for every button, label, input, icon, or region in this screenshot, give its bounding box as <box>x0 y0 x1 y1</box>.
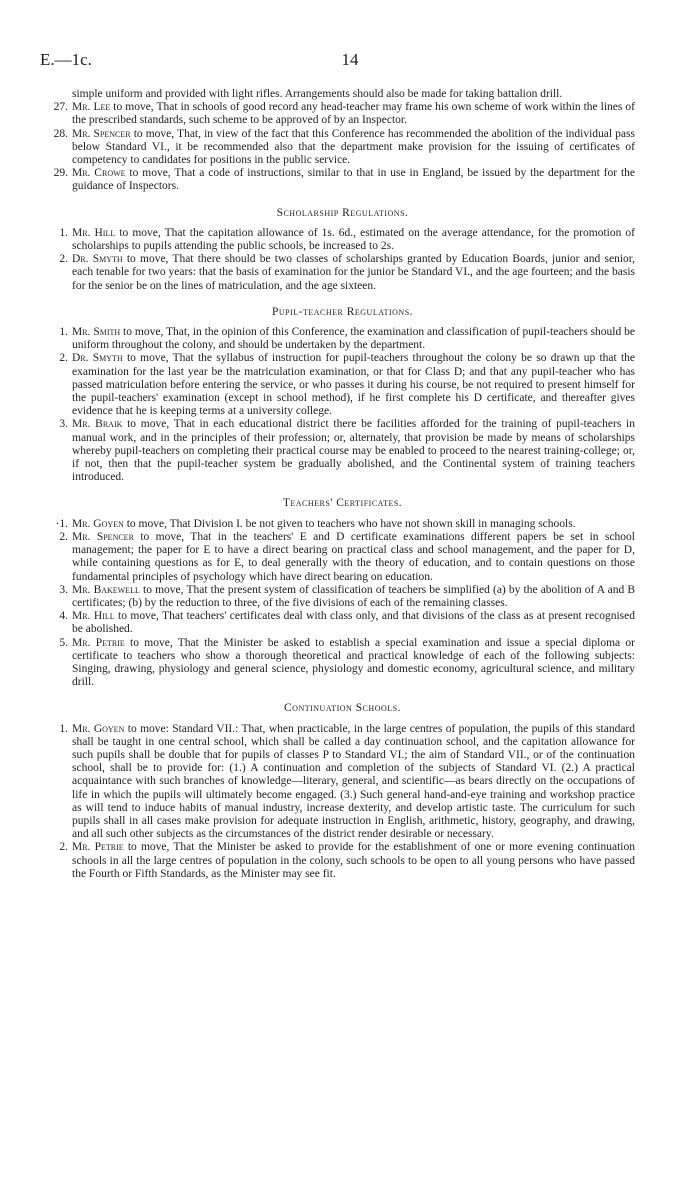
page-body <box>50 88 635 881</box>
motion-text: to move, That the capitation allowance of 1s. 6d., estimated on the average attendance, for the promotion of scholarships to pupils attending the public schools, be increased to 2s. <box>72 226 635 253</box>
section <box>50 702 635 881</box>
mover-name: Mr. Crowe <box>72 167 126 180</box>
item-number: 2. <box>59 352 68 365</box>
motion-item <box>50 531 635 584</box>
section <box>50 306 635 485</box>
motion-item <box>50 723 635 842</box>
motion-item <box>50 253 635 293</box>
section-heading: Continuation Schools. <box>284 702 401 715</box>
item-number: 5. <box>59 636 68 649</box>
motion-item <box>50 167 635 193</box>
motion-text: to move, That the Minister be asked to provide for the establishment of one or more evening continuation schools in all the large centres of population in the colony, such schools to be open to all young persons who have passed the Fourth or Fifth Standards, as the Minister may see fit. <box>72 841 635 880</box>
motion-text: to move, That in the teachers' E and D certificate examinations different papers be set in school management; the paper for E to have a direct bearing on practical class and school management, and the paper for D, while containing questions as for E, to deal generally with the theory of education, and to contain questions on those fundamental principles of psychology which have direct bearing on education. <box>72 530 635 583</box>
mover-name: Mr. Spencer <box>72 530 134 543</box>
motion-text: to move, That a code of instructions, similar to that in use in England, be issued by the department for the guidance of Inspectors. <box>72 167 635 193</box>
continued-paragraph: simple uniform and provided with light rifles. Arrangements should also be made for taking battalion drill. <box>72 88 563 100</box>
motion-text: to move, That, in view of the fact that this Conference has recommended the abolition of the individual pass below Standard VI., it be recommended also that the department make provision for the issuing of certificates of competency to candidates for positions in the public service. <box>72 127 635 167</box>
mover-name: Mr. Bakewell <box>72 583 140 596</box>
mover-name: Mr. Hill <box>72 610 115 623</box>
motion-item <box>50 418 635 484</box>
motion-item <box>50 352 635 418</box>
motion-item <box>50 326 635 352</box>
motion-text: to move, That in each educational district there be facilities afforded for the training of pupil-teachers in manual work, and in the principles of their profession; or, alternately, that provision be made by means of scholarships whereby pupil-teachers on completing their practical course may be enabled to proceed to the nearest training-college; or, if not, then that the pupil-teacher system be gradually abolished, and the Continental system of training teachers introduced. <box>72 418 635 484</box>
motion-text: to move, That the present system of classification of teachers be simplified (a) by the abolition of A and B certificates; (b) by the reduction to three, of the five divisions of each of the remaining classes. <box>72 583 635 609</box>
item-number: 1. <box>59 326 68 339</box>
mover-name: Dr. Smyth <box>72 253 123 266</box>
mover-name: Mr. Braik <box>72 418 123 431</box>
motion-item <box>50 128 635 168</box>
item-number: 28. <box>53 127 68 140</box>
mover-name: Mr. Goyen <box>72 722 125 735</box>
item-number: 1. <box>59 722 68 735</box>
motion-item <box>50 584 635 610</box>
item-number: 3. <box>59 583 68 596</box>
motion-text: to move, That the Minister be asked to establish a special examination and issue a special diploma or certificate to teachers who show a thorough theoretical and practical knowledge of each of the following subjects: Singing, drawing, physiology and general science, physiology and domestic economy, agricultural science, and military drill. <box>72 636 636 689</box>
item-number: 2. <box>59 841 68 854</box>
item-number: 3. <box>59 418 68 431</box>
section <box>50 497 635 689</box>
item-number: 2. <box>59 253 68 266</box>
mover-name: Mr. Hill <box>72 226 116 239</box>
motion-text: to move, That teachers' certificates deal with class only, and that divisions of the class as at present recognised be abolished. <box>72 610 635 636</box>
motion-item <box>50 227 635 253</box>
motion-text: to move, That there should be two classes of scholarships granted by Education Boards, junior and senior, each tenable for two years: that the basis of examination for the junior be Standard VI., and the age fourteen; and the basis for the senior be on the lines of matriculation, and the age sixteen. <box>72 253 636 292</box>
item-number: 29. <box>53 167 68 180</box>
mover-name: Mr. Spencer <box>72 127 131 140</box>
motion-item <box>50 841 635 881</box>
motion-item <box>50 610 635 636</box>
section-heading: Pupil-teacher Regulations. <box>271 305 414 318</box>
item-number: 4. <box>59 610 68 623</box>
sections <box>50 207 635 881</box>
motion-item <box>50 518 635 531</box>
section-heading: Scholarship Regulations. <box>276 206 409 219</box>
mover-name: Mr. Lee <box>72 101 111 114</box>
mover-name: Mr. Petrie <box>72 636 125 649</box>
page-number: 14 <box>341 50 359 69</box>
motion-text: to move, That in schools of good record any head-teacher may frame his own scheme of work within the lines of the prescribed standards, such scheme to be approved of by an Inspector. <box>72 101 635 127</box>
page-header <box>0 50 700 72</box>
item-number: 2. <box>59 530 68 543</box>
motion-text: to move, That Division I. be not given to teachers who have not shown skill in managing schools. <box>123 517 576 530</box>
motion-text: to move, That the syllabus of instruction for pupil-teachers throughout the colony be so drawn up that the examination for the last year be the matriculation examination, or that for Class D; and that any pupil-teacher who has passed matriculation before entering the service, or who passes it during his course, be not required to present himself for the pupil-teachers' examination (except in school method), if he first complete his D certificate, and thereafter gives evidence that he is keeping terms at a university college. <box>72 352 636 418</box>
mover-name: Mr. Petrie <box>72 841 124 854</box>
document-reference: E.—1c. <box>40 50 92 69</box>
motion-item <box>50 637 635 690</box>
item-number: 1. <box>59 226 68 239</box>
item-number: ·1. <box>55 517 68 530</box>
section-heading: Teachers' Certificates. <box>282 497 403 510</box>
intro-items <box>50 101 635 193</box>
mover-name: Mr. Smith <box>72 326 121 339</box>
section <box>50 207 635 293</box>
mover-name: Mr. Goyen <box>72 517 124 530</box>
item-number: 27. <box>53 101 68 114</box>
motion-text: to move: Standard VII.: That, when practicable, in the large centres of population, the pupils of this standard shall be taught in one central school, which shall be called a day continuation school, and the capitation allowance for such pupils shall be double that for pupils of classes P to Standard VI.; the aim of Standard VII., or of the continuation school, shall be to provide for: (1.) A continuation and completion of the subjects of Standard VI. (2.) A practical acquaintance with such branches of knowledge—literary, general, and scientific—as bears directly on the occupations of life in which the pupils will ultimately become engaged. (3.) Such general hand-and-eye training and workshop practice as will tend to induce habits of manual industry, increase dexterity, and develop artistic taste. The curriculum for such pupils shall in all cases make provision for adequate instruction in English, arithmetic, history, geography, and drawing, and all such other subjects as the circumstances of the district render desirable or necessary. <box>72 722 635 841</box>
motion-item <box>50 101 635 127</box>
motion-text: to move, That, in the opinion of this Conference, the examination and classification of pupil-teachers should be uniform throughout the colony, and should be undertaken by the department. <box>72 326 635 352</box>
mover-name: Dr. Smyth <box>72 352 123 365</box>
